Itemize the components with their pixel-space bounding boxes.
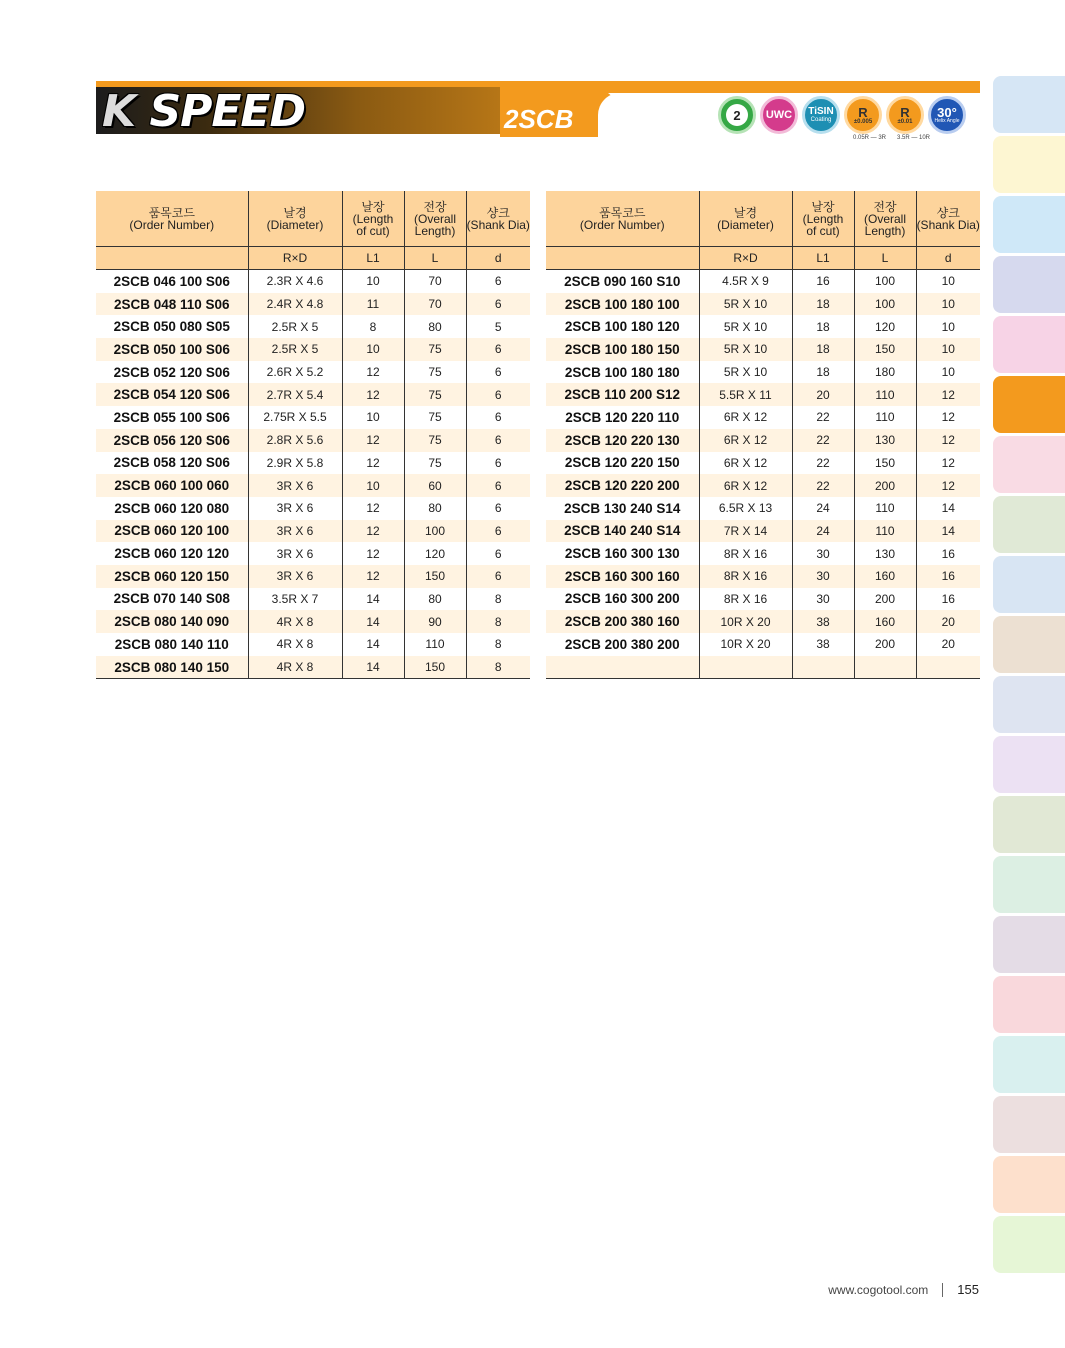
diameter-cell: 5R X 10 — [699, 338, 792, 361]
overall-length-cell: 110 — [854, 520, 916, 543]
table-row — [546, 520, 980, 543]
table-row — [96, 497, 530, 520]
order-number-cell: 2SCB 140 240 S14 — [546, 520, 699, 543]
length-of-cut-cell: 30 — [792, 588, 854, 611]
overall-length-cell: 100 — [854, 270, 916, 293]
diameter-cell: 3R X 6 — [248, 542, 342, 565]
header-length-of-cut: 날장 (Length of cut) — [342, 191, 404, 247]
length-of-cut-cell: 14 — [342, 656, 404, 679]
length-of-cut-cell — [792, 656, 854, 679]
radius-tolerance-icon: R ±0.01 — [886, 96, 924, 134]
uwc-material-icon: UWC — [760, 96, 798, 134]
order-number-cell: 2SCB 070 140 S08 — [113, 591, 230, 607]
unit-cell: d — [466, 247, 530, 270]
side-tab[interactable] — [993, 616, 1065, 673]
diameter-cell: 4R X 8 — [248, 610, 342, 633]
diameter-cell: 4R X 8 — [248, 633, 342, 656]
shank-dia-cell: 12 — [916, 474, 980, 497]
overall-length-cell: 150 — [404, 565, 466, 588]
shank-dia-cell: 6 — [466, 406, 530, 429]
header-shank-dia: 샹크 (Shank Dia) — [916, 191, 980, 247]
length-of-cut-cell: 22 — [792, 452, 854, 475]
diameter-cell: 4R X 8 — [248, 656, 342, 679]
overall-length-cell: 80 — [404, 497, 466, 520]
header-diameter: 날경 (Diameter) — [699, 191, 792, 247]
header-length-of-cut: 날장 (Length of cut) — [792, 191, 854, 247]
overall-length-cell: 160 — [854, 565, 916, 588]
length-of-cut-cell: 24 — [792, 520, 854, 543]
table-row — [546, 338, 980, 361]
length-of-cut-cell: 12 — [342, 542, 404, 565]
order-number-cell: 2SCB 048 110 S06 — [96, 293, 248, 316]
overall-length-cell: 75 — [404, 429, 466, 452]
order-number-cell: 2SCB 100 180 120 — [564, 319, 680, 335]
table-row — [546, 361, 980, 384]
overall-length-cell: 75 — [404, 406, 466, 429]
shank-dia-cell: 6 — [466, 452, 530, 475]
length-of-cut-cell: 30 — [792, 565, 854, 588]
overall-length-cell — [854, 656, 916, 679]
order-number-cell: 2SCB 130 240 S14 — [564, 500, 681, 516]
unit-cell: R×D — [248, 247, 342, 270]
diameter-cell: 5.5R X 11 — [699, 383, 792, 406]
order-number-cell: 2SCB 060 100 060 — [96, 474, 248, 497]
order-number-cell: 2SCB 100 180 100 — [546, 293, 699, 316]
order-number-cell: 2SCB 060 120 100 — [96, 520, 248, 543]
overall-length-cell: 160 — [854, 610, 916, 633]
length-of-cut-cell: 14 — [342, 633, 404, 656]
table-row — [546, 588, 980, 611]
length-of-cut-cell: 18 — [792, 293, 854, 316]
page-number: 155 — [957, 1282, 979, 1297]
table-row — [96, 406, 530, 429]
overall-length-cell: 150 — [854, 452, 916, 475]
diameter-cell — [699, 656, 792, 679]
header-overall-length: 전장 (Overall Length) — [854, 191, 916, 247]
unit-cell: L — [404, 247, 466, 270]
diameter-cell: 2.9R X 5.8 — [248, 452, 342, 475]
side-tab[interactable] — [993, 496, 1065, 553]
overall-length-cell: 80 — [404, 315, 466, 338]
table-row — [96, 452, 530, 475]
diameter-cell: 2.3R X 4.6 — [248, 270, 342, 293]
overall-length-cell: 110 — [854, 406, 916, 429]
shank-dia-cell — [916, 656, 980, 679]
table-row — [96, 270, 530, 293]
side-tab-active[interactable] — [993, 376, 1065, 433]
diameter-cell: 10R X 20 — [699, 610, 792, 633]
shank-dia-cell: 12 — [916, 452, 980, 475]
table-row — [546, 452, 980, 475]
order-number-cell: 2SCB 160 300 160 — [546, 565, 699, 588]
table-row — [96, 610, 530, 633]
diameter-cell: 3.5R X 7 — [248, 588, 342, 611]
tisin-coating-icon: TiSIN Coating — [802, 96, 840, 134]
diameter-cell: 7R X 14 — [699, 520, 792, 543]
diameter-cell: 6R X 12 — [699, 406, 792, 429]
diameter-cell: 6.5R X 13 — [699, 497, 792, 520]
diameter-cell: 8R X 16 — [699, 588, 792, 611]
order-number-cell: 2SCB 054 120 S06 — [96, 383, 248, 406]
order-number-cell: 2SCB 050 080 S05 — [113, 319, 230, 335]
shank-dia-cell: 6 — [466, 270, 530, 293]
diameter-cell: 2.8R X 5.6 — [248, 429, 342, 452]
order-number-cell: 2SCB 060 120 150 — [96, 565, 248, 588]
overall-length-cell: 70 — [404, 270, 466, 293]
side-tab[interactable] — [993, 256, 1065, 313]
unit-cell: d — [916, 247, 980, 270]
overall-length-cell: 200 — [854, 633, 916, 656]
length-of-cut-cell: 22 — [792, 406, 854, 429]
table-row — [96, 338, 530, 361]
overall-length-cell: 80 — [404, 588, 466, 611]
table-row — [96, 633, 530, 656]
length-of-cut-cell: 12 — [342, 361, 404, 384]
table-row — [546, 429, 980, 452]
side-tab[interactable] — [993, 76, 1065, 133]
page-footer — [828, 1282, 979, 1297]
shank-dia-cell: 6 — [466, 565, 530, 588]
table-row — [96, 542, 530, 565]
diameter-cell: 6R X 12 — [699, 452, 792, 475]
length-of-cut-cell: 12 — [342, 497, 404, 520]
order-number-cell: 2SCB 060 120 120 — [114, 546, 230, 562]
unit-cell: R×D — [699, 247, 792, 270]
overall-length-cell: 75 — [404, 383, 466, 406]
brand-logo: K SPEED — [102, 86, 306, 137]
shank-dia-cell: 6 — [466, 293, 530, 316]
order-number-cell: 2SCB 200 380 200 — [564, 636, 680, 652]
table-row — [546, 610, 980, 633]
radius-range-caption: 0.05R — 3R — [853, 135, 887, 141]
table-row — [546, 565, 980, 588]
overall-length-cell: 60 — [404, 474, 466, 497]
shank-dia-cell: 10 — [916, 315, 980, 338]
product-code-title: 2SCB — [504, 104, 574, 134]
shank-dia-cell: 8 — [466, 610, 530, 633]
shank-dia-cell: 8 — [466, 633, 530, 656]
length-of-cut-cell: 10 — [342, 474, 404, 497]
diameter-cell: 5R X 10 — [699, 293, 792, 316]
feature-badges — [718, 96, 966, 134]
overall-length-cell: 110 — [404, 633, 466, 656]
side-tab[interactable] — [993, 856, 1065, 913]
order-number-cell: 2SCB 160 300 130 — [564, 546, 680, 562]
table-row — [96, 474, 530, 497]
spec-table-right — [546, 191, 980, 679]
length-of-cut-cell: 16 — [792, 270, 854, 293]
length-of-cut-cell: 12 — [342, 452, 404, 475]
table-row — [546, 315, 980, 338]
side-tab[interactable] — [993, 196, 1065, 253]
spec-table-left — [96, 191, 530, 679]
table-row — [96, 656, 530, 679]
shank-dia-cell: 16 — [916, 542, 980, 565]
shank-dia-cell: 6 — [466, 497, 530, 520]
overall-length-cell: 75 — [404, 338, 466, 361]
header-order-number: 품목코드 (Order Number) — [96, 191, 248, 247]
overall-length-cell: 120 — [854, 315, 916, 338]
length-of-cut-cell: 12 — [342, 429, 404, 452]
diameter-cell: 3R X 6 — [248, 565, 342, 588]
diameter-cell: 2.6R X 5.2 — [248, 361, 342, 384]
shank-dia-cell: 6 — [466, 429, 530, 452]
overall-length-cell: 70 — [404, 293, 466, 316]
order-number-cell: 2SCB 120 220 130 — [546, 429, 699, 452]
website-url[interactable]: www.cogotool.com — [828, 1282, 929, 1297]
length-of-cut-cell: 12 — [342, 383, 404, 406]
overall-length-cell: 130 — [854, 542, 916, 565]
length-of-cut-cell: 14 — [342, 610, 404, 633]
length-of-cut-cell: 12 — [342, 565, 404, 588]
diameter-cell: 6R X 12 — [699, 429, 792, 452]
side-tab[interactable] — [993, 1096, 1065, 1153]
shank-dia-cell: 12 — [916, 429, 980, 452]
length-of-cut-cell: 10 — [342, 270, 404, 293]
unit-cell — [546, 247, 699, 270]
overall-length-cell: 150 — [404, 656, 466, 679]
shank-dia-cell: 20 — [916, 610, 980, 633]
order-number-cell: 2SCB 056 120 S06 — [96, 429, 248, 452]
order-number-cell: 2SCB 080 140 150 — [96, 656, 248, 679]
diameter-cell: 2.5R X 5 — [248, 315, 342, 338]
overall-length-cell: 150 — [854, 338, 916, 361]
table-row — [546, 270, 980, 293]
length-of-cut-cell: 11 — [342, 293, 404, 316]
shank-dia-cell: 6 — [466, 338, 530, 361]
shank-dia-cell: 14 — [916, 497, 980, 520]
order-number-cell: 2SCB 120 220 110 — [565, 409, 680, 425]
length-of-cut-cell: 38 — [792, 610, 854, 633]
helix-angle-icon: 30° Helix Angle — [928, 96, 966, 134]
shank-dia-cell: 10 — [916, 270, 980, 293]
diameter-cell: 3R X 6 — [248, 474, 342, 497]
diameter-cell: 8R X 16 — [699, 565, 792, 588]
overall-length-cell: 200 — [854, 474, 916, 497]
overall-length-cell: 120 — [404, 542, 466, 565]
diameter-cell: 10R X 20 — [699, 633, 792, 656]
2-flute-icon: 2 — [718, 96, 756, 134]
shank-dia-cell: 8 — [466, 656, 530, 679]
length-of-cut-cell: 22 — [792, 429, 854, 452]
order-number-cell: 2SCB 060 120 080 — [114, 500, 230, 516]
side-tab[interactable] — [993, 916, 1065, 973]
shank-dia-cell: 16 — [916, 588, 980, 611]
length-of-cut-cell: 18 — [792, 315, 854, 338]
overall-length-cell: 75 — [404, 452, 466, 475]
length-of-cut-cell: 24 — [792, 497, 854, 520]
diameter-cell: 3R X 6 — [248, 520, 342, 543]
order-number-cell: 2SCB 090 160 S10 — [564, 273, 681, 289]
diameter-cell: 2.4R X 4.8 — [248, 293, 342, 316]
header-order-number: 품목코드 (Order Number) — [546, 191, 699, 247]
length-of-cut-cell: 8 — [342, 315, 404, 338]
table-row — [96, 520, 530, 543]
diameter-cell: 2.5R X 5 — [248, 338, 342, 361]
length-of-cut-cell: 22 — [792, 474, 854, 497]
order-number-cell: 2SCB 200 380 160 — [546, 610, 699, 633]
diameter-cell: 5R X 10 — [699, 361, 792, 384]
footer-divider — [942, 1283, 943, 1297]
order-number-cell: 2SCB 120 220 200 — [546, 474, 699, 497]
diameter-cell: 8R X 16 — [699, 542, 792, 565]
length-of-cut-cell: 12 — [342, 520, 404, 543]
table-row — [546, 542, 980, 565]
table-row — [546, 293, 980, 316]
side-tab[interactable] — [993, 796, 1065, 853]
shank-dia-cell: 10 — [916, 293, 980, 316]
length-of-cut-cell: 20 — [792, 383, 854, 406]
length-of-cut-cell: 38 — [792, 633, 854, 656]
unit-cell: L1 — [342, 247, 404, 270]
side-tab[interactable] — [993, 556, 1065, 613]
table-row — [546, 383, 980, 406]
diameter-cell: 5R X 10 — [699, 315, 792, 338]
order-number-cell — [546, 656, 699, 679]
diameter-cell: 2.7R X 5.4 — [248, 383, 342, 406]
length-of-cut-cell: 30 — [792, 542, 854, 565]
shank-dia-cell: 6 — [466, 542, 530, 565]
side-tab[interactable] — [993, 1156, 1065, 1213]
order-number-cell: 2SCB 160 300 200 — [564, 591, 680, 607]
diameter-cell: 2.75R X 5.5 — [248, 406, 342, 429]
shank-dia-cell: 12 — [916, 406, 980, 429]
diameter-cell: 3R X 6 — [248, 497, 342, 520]
header-diameter: 날경 (Diameter) — [248, 191, 342, 247]
header-overall-length: 전장 (Overall Length) — [404, 191, 466, 247]
overall-length-cell: 180 — [854, 361, 916, 384]
shank-dia-cell: 14 — [916, 520, 980, 543]
table-row — [546, 656, 980, 679]
shank-dia-cell: 16 — [916, 565, 980, 588]
table-row — [96, 293, 530, 316]
order-number-cell: 2SCB 100 180 150 — [546, 338, 699, 361]
table-row — [96, 361, 530, 384]
overall-length-cell: 75 — [404, 361, 466, 384]
side-index-tabs[interactable] — [993, 76, 1065, 1276]
overall-length-cell: 200 — [854, 588, 916, 611]
unit-cell: L — [854, 247, 916, 270]
overall-length-cell: 110 — [854, 497, 916, 520]
side-tab[interactable] — [993, 976, 1065, 1033]
table-row — [96, 588, 530, 611]
length-of-cut-cell: 10 — [342, 406, 404, 429]
shank-dia-cell: 20 — [916, 633, 980, 656]
side-tab[interactable] — [993, 136, 1065, 193]
length-of-cut-cell: 18 — [792, 338, 854, 361]
shank-dia-cell: 10 — [916, 361, 980, 384]
order-number-cell: 2SCB 058 120 S06 — [113, 455, 230, 471]
table-row — [96, 429, 530, 452]
overall-length-cell: 130 — [854, 429, 916, 452]
shank-dia-cell: 6 — [466, 520, 530, 543]
length-of-cut-cell: 14 — [342, 588, 404, 611]
shank-dia-cell: 12 — [916, 383, 980, 406]
order-number-cell: 2SCB 050 100 S06 — [96, 338, 248, 361]
side-tab[interactable] — [993, 736, 1065, 793]
overall-length-cell: 90 — [404, 610, 466, 633]
order-number-cell: 2SCB 052 120 S06 — [113, 364, 230, 380]
order-number-cell: 2SCB 080 140 110 — [114, 636, 229, 652]
overall-length-cell: 110 — [854, 383, 916, 406]
overall-length-cell: 100 — [854, 293, 916, 316]
side-tab[interactable] — [993, 1216, 1065, 1273]
diameter-cell: 6R X 12 — [699, 474, 792, 497]
shank-dia-cell: 5 — [466, 315, 530, 338]
unit-cell — [96, 247, 248, 270]
order-number-cell: 2SCB 055 100 S06 — [113, 409, 230, 425]
order-number-cell: 2SCB 120 220 150 — [564, 455, 680, 471]
shank-dia-cell: 6 — [466, 383, 530, 406]
length-of-cut-cell: 18 — [792, 361, 854, 384]
radius-range-caption: 3.5R — 10R — [897, 135, 931, 141]
order-number-cell: 2SCB 110 200 S12 — [546, 383, 699, 406]
order-number-cell: 2SCB 080 140 090 — [96, 610, 248, 633]
unit-cell: L1 — [792, 247, 854, 270]
table-row — [546, 406, 980, 429]
side-tab[interactable] — [993, 436, 1065, 493]
shank-dia-cell: 6 — [466, 361, 530, 384]
table-row — [546, 474, 980, 497]
order-number-cell: 2SCB 100 180 180 — [564, 364, 680, 380]
shank-dia-cell: 6 — [466, 474, 530, 497]
shank-dia-cell: 8 — [466, 588, 530, 611]
side-tab[interactable] — [993, 316, 1065, 373]
table-row — [96, 565, 530, 588]
diameter-cell: 4.5R X 9 — [699, 270, 792, 293]
shank-dia-cell: 10 — [916, 338, 980, 361]
side-tab[interactable] — [993, 1036, 1065, 1093]
table-row — [546, 497, 980, 520]
overall-length-cell: 100 — [404, 520, 466, 543]
table-row — [546, 633, 980, 656]
table-row — [96, 383, 530, 406]
header-shank-dia: 샹크 (Shank Dia) — [466, 191, 530, 247]
length-of-cut-cell: 10 — [342, 338, 404, 361]
side-tab[interactable] — [993, 676, 1065, 733]
radius-tolerance-icon: R ±0.005 — [844, 96, 882, 134]
order-number-cell: 2SCB 046 100 S06 — [113, 273, 230, 289]
table-row — [96, 315, 530, 338]
